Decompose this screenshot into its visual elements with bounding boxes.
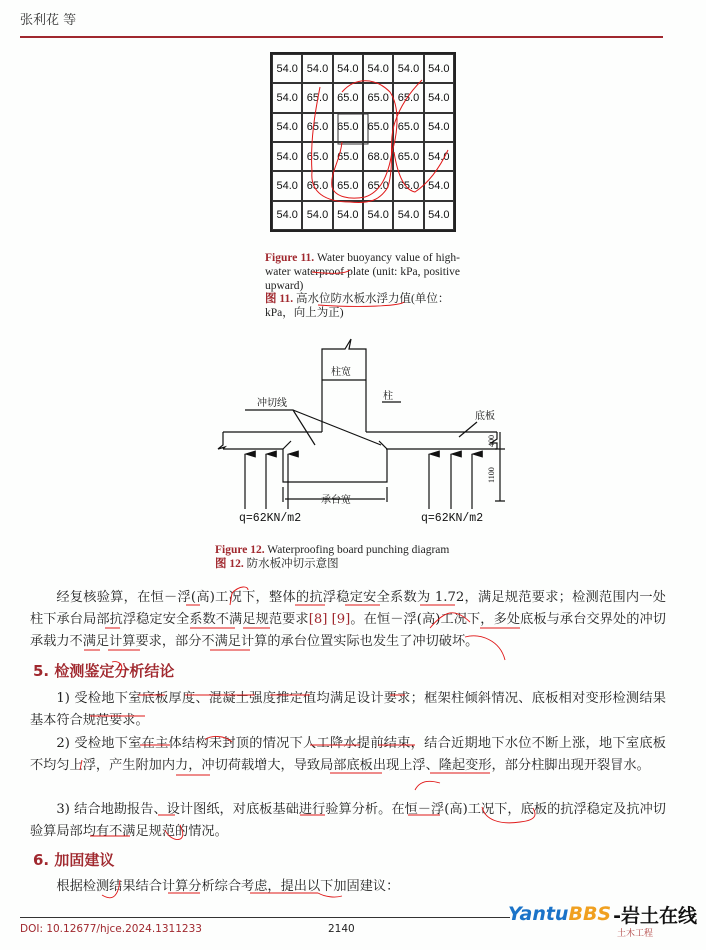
grid-cell: 54.0 [424,83,454,112]
grid-cell: 54.0 [363,201,393,230]
figure11-text-en: Water buoyancy value of high-water waterproof plate (unit: kPa, positive upward) [265,252,460,292]
figure12-text-cn: 防水板冲切示意图 [243,558,339,570]
grid-cell: 65.0 [333,171,363,200]
figure11-caption-en [265,251,460,293]
paragraph-recommendation: 根据检测结果结合计算分析综合考虑，提出以下加固建议： [56,879,400,894]
paragraph-verification-text-a: 经复核验算，在恒－浮(高)工况下，整体的抗浮稳定安全系数为 1.72，满足规范要求；检测范围内一处柱下承台局部抗浮稳定安全系数不满足规范要求 [30,590,666,627]
grid-cell: 54.0 [424,113,454,142]
section-heading-5: 5. 检测鉴定分析结论 [33,662,175,680]
grid-cell: 65.0 [393,83,423,112]
grid-cell: 54.0 [272,171,302,200]
grid-cell: 54.0 [393,201,423,230]
conclusion-item-3: 3) 结合地勘报告、设计图纸，对底板基础进行验算分析。在恒－浮(高)工况下，底板的抗浮稳定及抗冲切验算局部均有不满足规范的情况。 [30,802,666,839]
figure12-label-en: Figure 12. [215,544,265,556]
plate-break-left [218,432,225,449]
paragraph-verification [30,587,666,653]
grid-cell: 65.0 [363,113,393,142]
label-load-right: q=62KN/m2 [421,512,484,525]
grid-cell: 54.0 [272,142,302,171]
punching-diagram [215,337,505,532]
doi-link[interactable]: DOI: 10.12677/hjce.2024.1311233 [20,923,202,935]
figure11-caption-cn [265,292,465,320]
header-rule [20,36,663,38]
buoyancy-grid [270,52,456,232]
section-heading-6: 6. 加固建议 [33,851,115,869]
grid-cell: 68.0 [363,142,393,171]
grid-cell: 65.0 [363,83,393,112]
grid-cell: 54.0 [302,54,332,83]
label-dim-1100: 1100 [487,467,496,483]
grid-cell: 54.0 [363,54,393,83]
logo-text-yantu: Yantu [508,903,569,925]
punch-line [245,410,381,445]
label-column-width: 柱宽 [331,367,351,378]
grid-cell: 65.0 [393,171,423,200]
figure11-text-cn: 高水位防水板水浮力值(单位：kPa，向上为正) [265,293,450,319]
paragraph-verification-text-b: 。在恒－浮(高)工况下，多处底板与承台交界处的冲切承载力不满足计算要求，部分不满足计算的承台位置实际也发生了冲切破坏。 [30,612,666,649]
grid-cell: 65.0 [363,171,393,200]
grid-cell: 54.0 [424,142,454,171]
footer-rule [20,917,510,918]
conclusion-item-2: 2) 受检地下室在主体结构未封顶的情况下人工降水提前结束，结合近期地下水位不断上涨，地下室底板不均匀上浮，产生附加内力，冲切荷载增大，导致局部底板出现上浮、隆起变形，部分柱脚出现开裂冒水。 [30,736,666,773]
watermark-logo [508,903,697,925]
grid-cell: 65.0 [333,113,363,142]
column-outline [322,339,366,432]
grid-cell: 54.0 [272,54,302,83]
grid-cell: 54.0 [393,54,423,83]
grid-cell: 54.0 [424,171,454,200]
figure11-label-cn: 图 11. [265,293,294,305]
logo-text-cn: -岩土在线 [613,904,698,927]
label-column: 柱 [383,391,393,402]
grid-cell: 65.0 [333,83,363,112]
label-punch-line: 冲切线 [257,398,287,409]
figure12-label-cn: 图 12. [215,558,244,570]
plate-leader [459,422,477,437]
conclusion-item-1: 1) 受检地下室底板厚度、混凝土强度推定值均满足设计要求；框架柱倾斜情况、底板相对变形检测结果基本符合规范要求。 [30,691,666,728]
label-dim-400: 400 [487,435,496,447]
grid-cell: 54.0 [272,113,302,142]
grid-cell: 54.0 [424,54,454,83]
grid-cell: 65.0 [302,113,332,142]
dim-400-1100 [495,432,505,501]
grid-cell: 65.0 [393,142,423,171]
grid-cell: 65.0 [302,142,332,171]
citation-link[interactable]: [8] [9] [308,612,351,627]
grid-cell: 54.0 [302,201,332,230]
pile-cap [283,441,387,482]
grid-cell: 65.0 [333,142,363,171]
grid-cell: 54.0 [272,83,302,112]
grid-cell: 65.0 [393,113,423,142]
label-base-plate: 底板 [475,411,495,422]
label-cap-width: 承台宽 [321,495,351,506]
figure12-caption-en [215,543,515,557]
grid-cell: 65.0 [302,83,332,112]
grid-cell: 65.0 [302,171,332,200]
watermark-subtext: 土木工程 [617,929,654,939]
running-header-authors: 张利花 等 [20,13,77,28]
figure12-text-en: Waterproofing board punching diagram [264,544,450,556]
grid-cell: 54.0 [333,201,363,230]
figure12-caption-cn [215,557,515,571]
label-load-left: q=62KN/m2 [239,512,302,525]
figure11-label-en: Figure 11. [265,252,315,264]
grid-cell: 54.0 [424,201,454,230]
page-number: 2140 [328,923,355,935]
logo-text-bbs: BBS [568,903,612,925]
grid-cell: 54.0 [272,201,302,230]
grid-cell: 54.0 [333,54,363,83]
